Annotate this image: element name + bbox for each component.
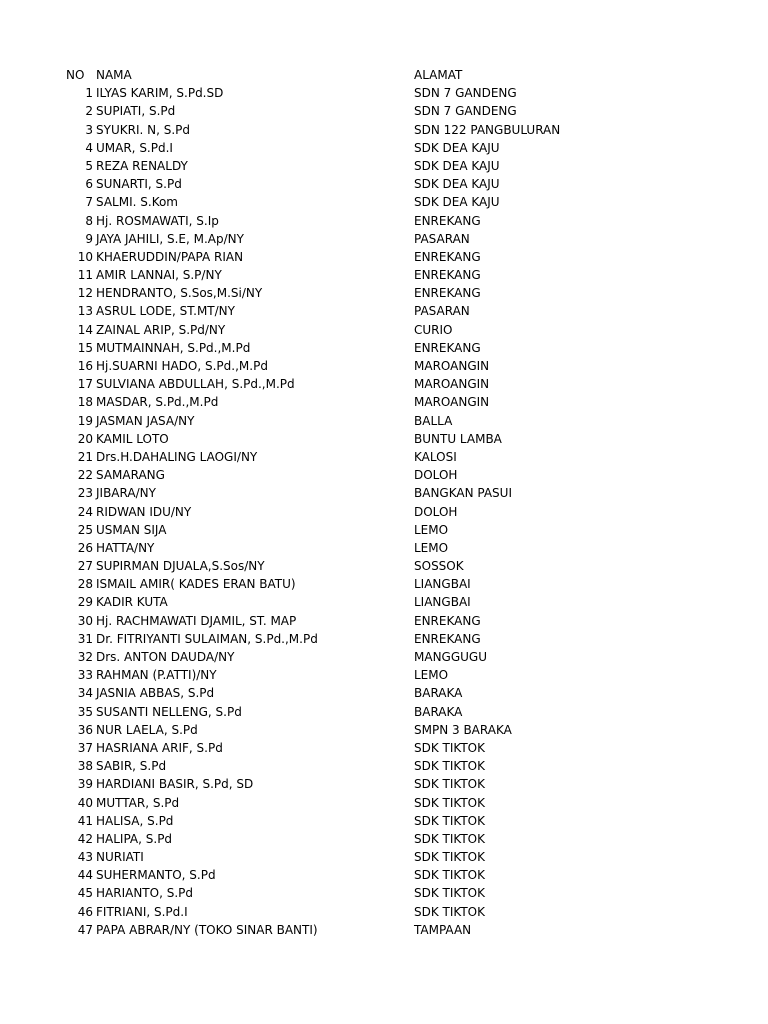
row-number: 26 <box>77 540 93 555</box>
row-alamat: SDN 7 GANDENG <box>414 86 517 101</box>
table-row <box>0 193 768 211</box>
row-nama: KAMIL LOTO <box>96 431 169 446</box>
row-alamat: PASARAN <box>414 304 470 319</box>
row-number: 5 <box>85 158 93 173</box>
row-alamat: DOLOH <box>414 468 458 483</box>
row-nama: SALMI. S.Kom <box>96 195 178 210</box>
row-nama: ILYAS KARIM, S.Pd.SD <box>96 86 224 101</box>
table-row <box>0 375 768 393</box>
row-number: 8 <box>85 213 93 228</box>
row-alamat: SDK DEA KAJU <box>414 195 500 210</box>
table-row <box>0 703 768 721</box>
table-row <box>0 575 768 593</box>
row-number: 31 <box>77 631 93 646</box>
row-alamat: SDK TIKTOK <box>414 777 485 792</box>
row-nama: Hj. ROSMAWATI, S.Ip <box>96 213 219 228</box>
row-number: 32 <box>77 650 93 664</box>
row-number: 13 <box>77 304 93 319</box>
row-nama: MUTMAINNAH, S.Pd.,M.Pd <box>96 340 251 355</box>
table-row <box>0 903 768 921</box>
row-number: 28 <box>77 577 93 592</box>
table-row <box>0 721 768 739</box>
row-alamat: SDK DEA KAJU <box>414 177 500 192</box>
row-alamat: SDK TIKTOK <box>414 850 485 865</box>
row-alamat: SDK TIKTOK <box>414 795 485 810</box>
row-number: 47 <box>77 922 93 937</box>
row-number: 12 <box>77 286 93 301</box>
row-number: 6 <box>85 177 93 192</box>
table-row <box>0 521 768 539</box>
row-number: 19 <box>77 413 93 428</box>
row-number: 25 <box>77 522 93 537</box>
row-nama: JASNIA ABBAS, S.Pd <box>96 686 215 701</box>
table-row <box>0 757 768 775</box>
row-alamat: MAROANGIN <box>414 395 490 410</box>
row-nama: JIBARA/NY <box>96 486 156 501</box>
table-row <box>0 266 768 284</box>
row-number: 4 <box>85 140 93 155</box>
row-number: 9 <box>85 231 93 246</box>
row-nama: SUHERMANTO, S.Pd <box>96 868 216 883</box>
row-nama: HASRIANA ARIF, S.Pd <box>96 740 223 755</box>
table-row <box>0 557 768 575</box>
column-header-nama: NAMA <box>96 68 132 82</box>
table-row <box>0 157 768 175</box>
row-nama: Drs.H.DAHALING LAOGI/NY <box>96 449 258 464</box>
row-alamat: SDK TIKTOK <box>414 886 485 901</box>
row-nama: ASRUL LODE, ST.MT/NY <box>96 304 235 319</box>
row-alamat: SDK TIKTOK <box>414 868 485 883</box>
table-row <box>0 630 768 648</box>
table-row <box>0 503 768 521</box>
row-nama: HALISA, S.Pd <box>96 813 174 828</box>
row-nama: Hj.SUARNI HADO, S.Pd.,M.Pd <box>96 359 268 373</box>
row-alamat: MANGGUGU <box>414 650 488 664</box>
row-number: 45 <box>77 886 93 901</box>
row-alamat: BUNTU LAMBA <box>414 431 502 446</box>
table-row <box>0 339 768 357</box>
row-nama: PAPA ABRAR/NY (TOKO SINAR BANTI) <box>96 922 318 937</box>
row-number: 11 <box>77 268 93 283</box>
table-row <box>0 102 768 120</box>
row-nama: ISMAIL AMIR( KADES ERAN BATU) <box>96 577 296 592</box>
row-number: 21 <box>77 449 93 464</box>
row-alamat: ENREKANG <box>414 249 481 264</box>
row-alamat: CURIO <box>414 322 453 337</box>
table-row <box>0 393 768 411</box>
table-row <box>0 357 768 375</box>
table-row <box>0 121 768 139</box>
row-number: 18 <box>77 395 93 410</box>
row-alamat: LIANGBAI <box>414 577 471 592</box>
table-row <box>0 412 768 430</box>
table-row <box>0 230 768 248</box>
table-row <box>0 484 768 502</box>
table-row <box>0 775 768 793</box>
row-nama: Hj. RACHMAWATI DJAMIL, ST. MAP <box>96 613 297 628</box>
row-number: 1 <box>85 86 93 101</box>
table-row <box>0 466 768 484</box>
row-nama: SAMARANG <box>96 468 165 483</box>
row-alamat: SOSSOK <box>414 559 464 574</box>
row-nama: KADIR KUTA <box>96 595 168 610</box>
row-number: 34 <box>77 686 93 701</box>
row-number: 16 <box>77 359 93 373</box>
row-alamat: KALOSI <box>414 449 457 464</box>
table-row <box>0 830 768 848</box>
row-alamat: SDK TIKTOK <box>414 759 485 774</box>
row-nama: Drs. ANTON DAUDA/NY <box>96 650 235 664</box>
row-alamat: LIANGBAI <box>414 595 471 610</box>
row-alamat: BANGKAN PASUI <box>414 486 512 501</box>
row-alamat: SMPN 3 BARAKA <box>414 722 512 737</box>
row-alamat: ENREKANG <box>414 268 481 283</box>
row-nama: SULVIANA ABDULLAH, S.Pd.,M.Pd <box>96 377 295 392</box>
table-row <box>0 739 768 757</box>
row-alamat: LEMO <box>414 522 449 537</box>
row-nama: UMAR, S.Pd.I <box>96 140 173 155</box>
row-nama: SUPIATI, S.Pd <box>96 104 176 119</box>
row-alamat: SDN 7 GANDENG <box>414 104 517 119</box>
table-row <box>0 666 768 684</box>
header-row <box>0 66 768 84</box>
row-number: 38 <box>77 759 93 774</box>
row-alamat: DOLOH <box>414 504 458 519</box>
row-number: 22 <box>77 468 93 483</box>
table-row <box>0 648 768 666</box>
row-nama: RIDWAN IDU/NY <box>96 504 192 519</box>
row-nama: USMAN SIJA <box>96 522 167 537</box>
table-row <box>0 302 768 320</box>
row-number: 37 <box>77 740 93 755</box>
row-alamat: BARAKA <box>414 704 463 719</box>
row-alamat: BALLA <box>414 413 453 428</box>
row-nama: MASDAR, S.Pd.,M.Pd <box>96 395 219 410</box>
row-alamat: SDK TIKTOK <box>414 904 485 919</box>
row-alamat: SDK DEA KAJU <box>414 140 500 155</box>
row-nama: JASMAN JASA/NY <box>96 413 195 428</box>
row-nama: Dr. FITRIYANTI SULAIMAN, S.Pd.,M.Pd <box>96 631 318 646</box>
row-nama: SUSANTI NELLENG, S.Pd <box>96 704 242 719</box>
row-nama: REZA RENALDY <box>96 158 188 173</box>
row-number: 40 <box>77 795 93 810</box>
row-nama: ZAINAL ARIP, S.Pd/NY <box>96 322 226 337</box>
row-alamat: SDK DEA KAJU <box>414 158 500 173</box>
table-row <box>0 848 768 866</box>
row-number: 30 <box>77 613 93 628</box>
column-header-alamat: ALAMAT <box>414 68 463 82</box>
row-alamat: MAROANGIN <box>414 377 490 392</box>
row-number: 33 <box>77 668 93 683</box>
row-alamat: PASARAN <box>414 231 470 246</box>
row-number: 43 <box>77 850 93 865</box>
row-nama: SUPIRMAN DJUALA,S.Sos/NY <box>96 559 265 574</box>
row-alamat: ENREKANG <box>414 613 481 628</box>
row-alamat: BARAKA <box>414 686 463 701</box>
row-nama: SABIR, S.Pd <box>96 759 167 774</box>
row-nama: RAHMAN (P.ATTI)/NY <box>96 668 217 683</box>
table-row <box>0 921 768 939</box>
row-number: 24 <box>77 504 93 519</box>
row-nama: HATTA/NY <box>96 540 155 555</box>
table-row <box>0 866 768 884</box>
row-number: 46 <box>77 904 93 919</box>
table-row <box>0 248 768 266</box>
row-alamat: ENREKANG <box>414 213 481 228</box>
row-nama: HARDIANI BASIR, S.Pd, SD <box>96 777 254 792</box>
row-number: 36 <box>77 722 93 737</box>
table-row <box>0 684 768 702</box>
table-row <box>0 612 768 630</box>
row-number: 2 <box>85 104 93 119</box>
row-nama: HALIPA, S.Pd <box>96 831 173 846</box>
table-row <box>0 539 768 557</box>
row-number: 44 <box>77 868 93 883</box>
row-alamat: ENREKANG <box>414 340 481 355</box>
table-row <box>0 284 768 302</box>
table-body <box>0 84 768 939</box>
row-nama: KHAERUDDIN/PAPA RIAN <box>96 249 244 264</box>
row-number: 7 <box>85 195 93 210</box>
row-alamat: SDN 122 PANGBULURAN <box>414 122 561 137</box>
row-alamat: LEMO <box>414 668 449 683</box>
row-nama: SUNARTI, S.Pd <box>96 177 182 192</box>
row-nama: NURIATI <box>96 850 144 865</box>
row-nama: NUR LAELA, S.Pd <box>96 722 198 737</box>
row-number: 41 <box>77 813 93 828</box>
row-number: 35 <box>77 704 93 719</box>
column-header-no: NO <box>66 68 85 82</box>
row-alamat: LEMO <box>414 540 449 555</box>
row-nama: FITRIANI, S.Pd.I <box>96 904 188 919</box>
table-row <box>0 448 768 466</box>
row-alamat: TAMPAAN <box>414 922 472 937</box>
row-number: 29 <box>77 595 93 610</box>
row-alamat: SDK TIKTOK <box>414 831 485 846</box>
row-nama: HARIANTO, S.Pd <box>96 886 193 901</box>
row-number: 27 <box>77 559 93 574</box>
table-row <box>0 593 768 611</box>
row-number: 14 <box>77 322 93 337</box>
guest-list-table <box>0 66 768 939</box>
row-number: 39 <box>77 777 93 792</box>
table-row <box>0 139 768 157</box>
row-number: 23 <box>77 486 93 501</box>
table-row <box>0 812 768 830</box>
row-alamat: ENREKANG <box>414 286 481 301</box>
row-nama: AMIR LANNAI, S.P/NY <box>96 268 222 283</box>
row-alamat: SDK TIKTOK <box>414 813 485 828</box>
row-number: 15 <box>77 340 93 355</box>
row-number: 42 <box>77 831 93 846</box>
row-number: 17 <box>77 377 93 392</box>
row-nama: JAYA JAHILI, S.E, M.Ap/NY <box>96 231 244 246</box>
table-row <box>0 884 768 902</box>
table-row <box>0 84 768 102</box>
row-number: 20 <box>77 431 93 446</box>
table-row <box>0 794 768 812</box>
table-row <box>0 430 768 448</box>
row-alamat: MAROANGIN <box>414 359 490 373</box>
row-number: 3 <box>85 122 93 137</box>
table-row <box>0 321 768 339</box>
row-alamat: SDK TIKTOK <box>414 740 485 755</box>
row-alamat: ENREKANG <box>414 631 481 646</box>
row-nama: HENDRANTO, S.Sos,M.Si/NY <box>96 286 263 301</box>
row-nama: SYUKRI. N, S.Pd <box>96 122 190 137</box>
table-row <box>0 175 768 193</box>
table-row <box>0 212 768 230</box>
row-number: 10 <box>77 249 93 264</box>
row-nama: MUTTAR, S.Pd <box>96 795 180 810</box>
